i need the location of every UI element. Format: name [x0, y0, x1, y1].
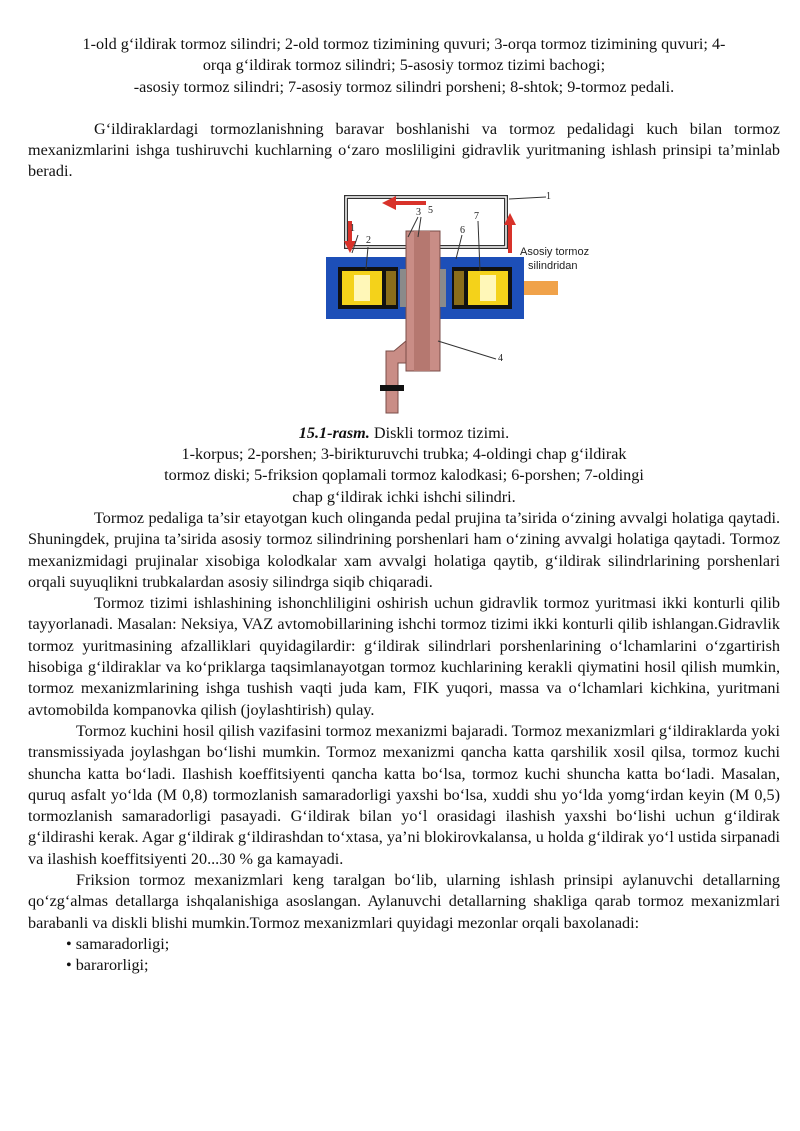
friction-pad-right	[440, 269, 446, 307]
legend-top	[28, 34, 780, 98]
document-page	[28, 34, 780, 977]
caption-line: chap g‘ildirak ichki ishchi silindri.	[292, 487, 516, 506]
disc-brake-diagram	[306, 191, 606, 417]
figure-label-line2: silindridan	[528, 259, 578, 272]
disc-hub	[386, 341, 406, 413]
caption-title-line	[28, 423, 780, 444]
intro-paragraph: G‘ildiraklardagi tormozlanishning baravar boshlanishi va tormoz pedalidagi kuch bilan tormoz mexanizmlarini ishga tushiruvchi kuchlarning o‘zaro mosliligini gidravlik yuritmaning ishlash prinsipi ta’minlab beradi.	[28, 119, 780, 181]
caption-title: Diskli tormoz tizimi.	[369, 423, 510, 442]
label-1: 1	[546, 190, 551, 202]
caption-line: tormoz diski; 5-friksion qoplamali tormoz kalodkasi; 6-porshen; 7-oldingi	[164, 466, 644, 485]
caption-label: 15.1-rasm.	[298, 423, 370, 442]
list-item: • bararorligi;	[66, 956, 149, 975]
inlet-pipe	[524, 281, 558, 295]
figure-label-line1: Asosiy tormoz	[520, 245, 590, 258]
list-item: • samaradorligi;	[66, 934, 170, 953]
label-6: 6	[460, 224, 465, 236]
criteria-list	[28, 934, 780, 977]
label-7: 7	[474, 210, 479, 222]
legend-line: 1-old g‘ildirak tormoz silindri; 2-old tormoz tizimining quvuri; 3-orqa tormoz tizimining quvuri; 4-	[82, 35, 726, 53]
label-5: 5	[428, 204, 433, 216]
figure-caption	[28, 423, 780, 508]
label-2: 2	[366, 234, 371, 246]
body-paragraph: Tormoz kuchini hosil qilish vazifasini tormoz mexanizmi bajaradi. Tormoz mexanizmlari g‘ildiraklarda yoki transmissiyada joylashgan bo‘lishi mumkin. Tormoz mexanizmi qancha katta qarshilik xosil qilsa, tormoz kuchi shuncha katta bo‘ladi. Ilashish koeffitsiyenti qancha katta bo‘lsa, tormoz kuchi shuncha katta bo‘ladi. Masalan, quruq asfalt yo‘lda (M 0,8) tormozlanish samaradorligi yaxshi bo‘lsa, xuddi shu yo‘lda yomg‘irdan keyin (M 0,5) tormozlanish samaradorligi pasayadi. G‘ildirak bilan yo‘l orasidagi ilashish yaxshi bo‘lishi uchun g‘ildirak g‘ildirashi kerak. Agar g‘ildirak g‘ildirashdan to‘xtasa, ya’ni blokirovkalansa, u holda g‘ildirak yo‘l ustida sirpanadi va ilashish koeffitsiyenti 20...30 % ga kamayadi.	[28, 721, 780, 868]
body-paragraph: Tormoz tizimi ishlashining ishonchliligini oshirish uchun gidravlik tormoz yuritmasi ikki konturli qilib tayyorlanadi. Masalan: Neksiya, VAZ avtomobillarining ishchi tormoz tizimi ikki konturli qilib ishlangan.Gidravlik tormoz yuritmasining afzalliklari quyidagilardir: g‘ildirak silindrlari porshenlarining o‘lchamlarini o‘zgartirish hisobiga g‘ildiraklar va ko‘priklarga taqsimlanayotgan tormoz kuchlarining kerakli qiymatini hosil qilish mumkin, tormoz mexanizmlarining ishga tushish vaqti juda kam, FIK yuqori, massa va o‘lchamlari kichkina, yuritmani avtomobilda kompanovka qilish (joylashtirish) qulay.	[28, 594, 780, 719]
legend-line: -asosiy tormoz silindri; 7-asosiy tormoz silindri porsheni; 8-shtok; 9-tormoz pedali.	[133, 77, 675, 96]
body-paragraph: Tormoz pedaliga ta’sir etayotgan kuch olinganda pedal prujina ta’sirida o‘zining avvalgi holatiga qaytadi. Shuningdek, prujina ta’sirida asosiy tormoz silindrining porshenlari ham o‘zining avvalgi holatiga qaytadi. Tormoz mexanizmidagi prujinalar xisobiga kolodkalar xam avvalgi holatiga qaytib, g‘ildirak silindrlarining porshenlari orqali suyuqlikni trubkalardan asosiy silindrga siqib chiqaradi.	[28, 508, 780, 591]
label-4: 4	[498, 352, 503, 364]
caption-line: 1-korpus; 2-porshen; 3-birikturuvchi trubka; 4-oldingi chap g‘ildirak	[181, 445, 627, 464]
friction-pad-left	[400, 269, 406, 307]
legend-line: orqa g‘ildirak tormoz silindri; 5-asosiy tormoz tizimi bachogi;	[202, 56, 606, 75]
body-paragraph: Friksion tormoz mexanizmlari keng taralgan bo‘lib, ularning ishlash prinsipi aylanuvchi detallarning qo‘zg‘almas detallarga ishqalanishiga asoslangan. Aylanuvchi detallarning shakliga qarab tormoz mexanizmlari barabanli va diskli blishi mumkin.Tormoz mexanizmlari quyidagi mezonlar orqali baxolanadi:	[28, 871, 780, 932]
disc-brake-figure	[28, 183, 780, 415]
label-1b: 1	[350, 222, 355, 234]
label-3: 3	[416, 206, 421, 218]
